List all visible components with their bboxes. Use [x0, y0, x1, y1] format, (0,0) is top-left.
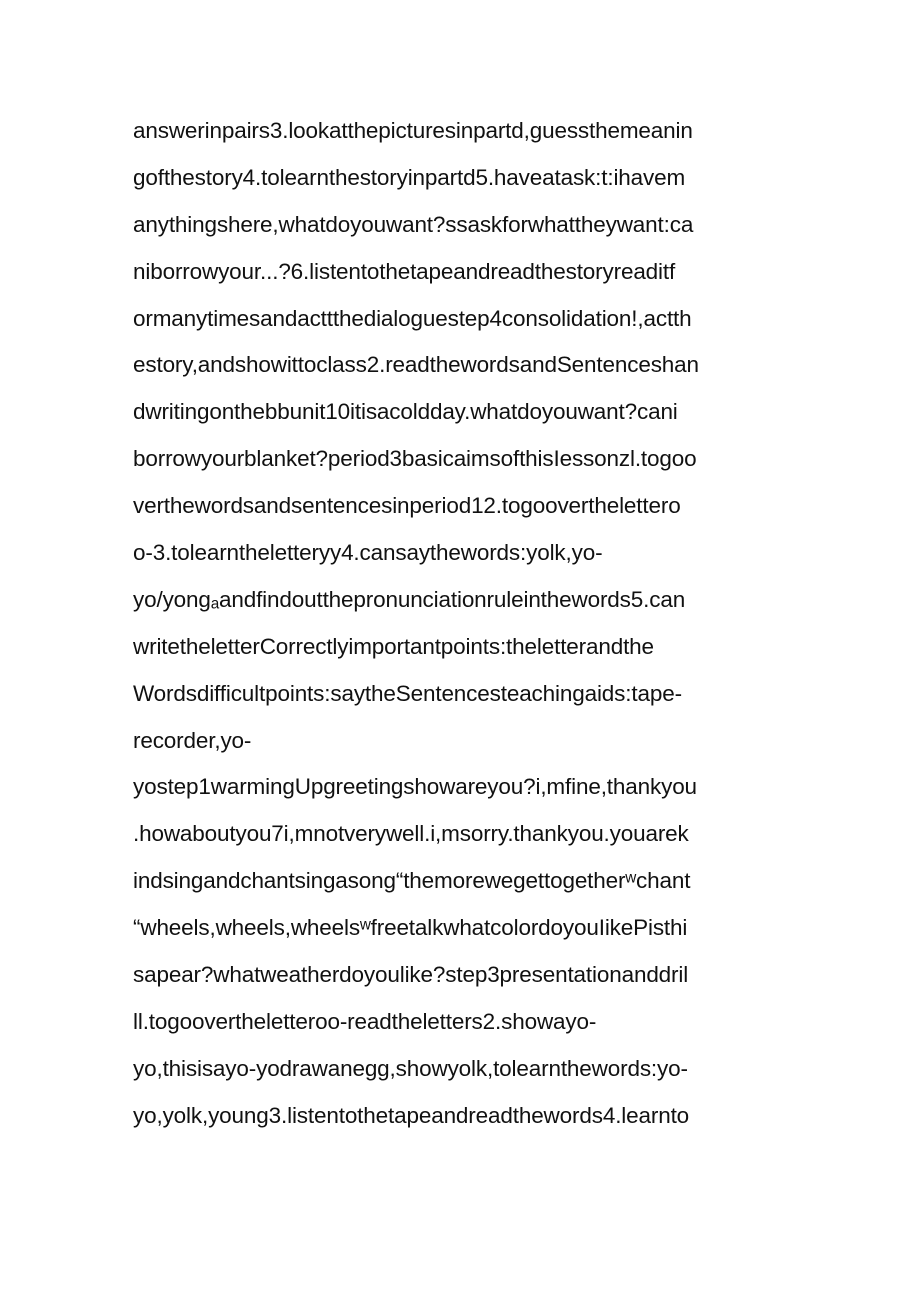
text-line: yo,yolk,young3.listentothetapeandreadthewords4.learnto: [133, 1102, 690, 1128]
text-line: borrowyourblanket?period3basicaimsofthisIessonzl.togoo: [133, 446, 697, 472]
text-line: yo/yongₐandfindoutthepronunciationruleinthewords5.can: [133, 586, 686, 612]
text-line: yo,thisisayo-yodrawanegg,showyolk,tolearnthewords:yo-: [133, 1055, 688, 1081]
text-line: indsingandchantsingasong“themorewegettogetherʷchant: [133, 868, 691, 894]
text-line: writetheletterCorrectlyimportantpoints:theletterandthe: [133, 633, 654, 659]
text-line: “wheels,wheels,wheelsʷfreetalkwhatcolordoyouIikePisthi: [133, 915, 688, 941]
text-line: recorder,yo-: [133, 727, 252, 753]
document-body: [133, 108, 793, 1140]
text-line: ll.togoovertheletteroo-readtheletters2.showayo-: [133, 1008, 597, 1034]
text-line: Wordsdifficultpoints:saytheSentencesteachingaids:tape-: [133, 680, 682, 706]
text-line: ormanytimesandacttthedialoguestep4consolidation!,actth: [133, 305, 692, 331]
text-line: sapear?whatweatherdoyoulike?step3presentationanddril: [133, 962, 689, 988]
text-line: answerinpairs3.lookatthepicturesinpartd,guessthemeanin: [133, 118, 693, 143]
text-line: verthewordsandsentencesinperiod12.togoovertheletter​o: [133, 493, 681, 519]
text-line: estory,andshowittoclass2.readthewordsandSentenceshan: [133, 352, 699, 378]
text-line: gofthestory4.tolearnthestoryinpartd5.haveatask:t:ihavem: [133, 164, 686, 190]
text-line: dwritingonthebbunit10itisacoldday.whatdoyouwant?cani: [133, 399, 678, 425]
text-line: o-3.tolearntheletteryy4.cansaythewords:yolk,yo-: [133, 540, 603, 566]
text-line: yostep1warmingUpgreetingshowareyou?i,mfine,thankyou: [133, 774, 697, 800]
text-line: niborrowyour...?6.listentothetapeandreadthestoryreaditf: [133, 258, 676, 284]
text-line: .howaboutyou7i,mnotverywell.i,msorry.thankyou.youarek: [133, 821, 689, 847]
text-line: anythingshere,whatdoyouwant?ssaskforwhattheywant:ca: [133, 211, 694, 237]
